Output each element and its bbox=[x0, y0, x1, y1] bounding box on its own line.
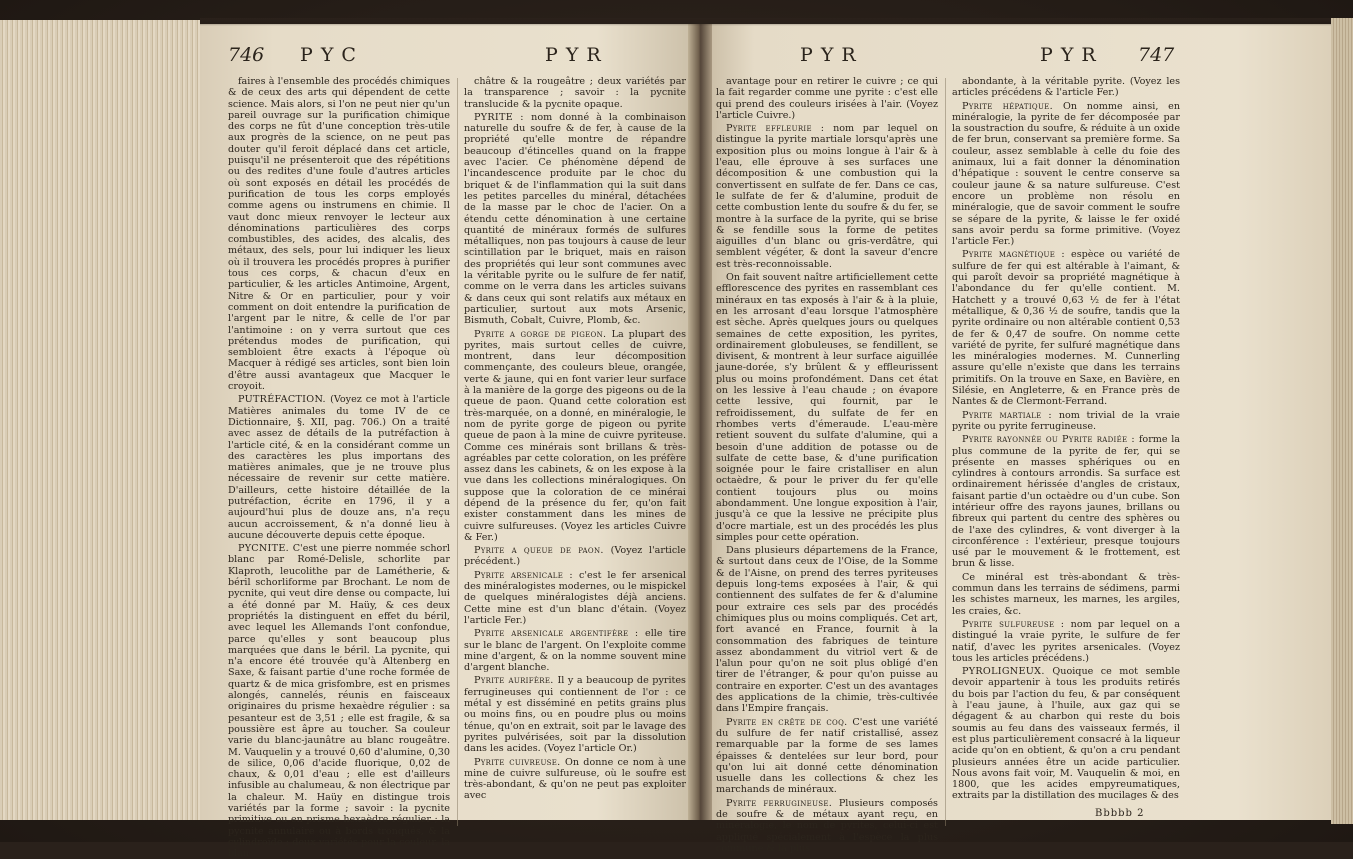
top-shadow bbox=[200, 18, 1331, 26]
entry-headword: Pyrite rayonnée ou Pyrite radiée : bbox=[962, 434, 1139, 446]
entry-text: On fait souvent naître artificiellement cette efflorescence des pyrites en rassemblant ces minéraux en tas exposés à l'air & à la pluie, en les arrosant d'eau lorsque l'atmosphère est sèche. Après quelques jours ou quelques semaines de cette exposition, les pyrites, ordinairement globuleuses, se fendillent, se divisent, & montrent à leur surface aiguillée jaune-dorée, s'y brûlent & y effleurissent plus ou moins profondément. Dans cet état on les lessive à l'eau chaude ; on évapore cette lessive, qui fournit, par le refroidissement, du sulfate de fer en rhombes verts d'émeraude. L'eau-mère retient souvent du sulfate d'alumine, qui a besoin d'une addition de potasse ou de sulfate de cette base, & d'une purification soignée pour le faire cristalliser en alun octaèdre, & pour le priver du fer qu'elle contient toujours plus ou moins abondamment. Une longue exposition à l'air, jusqu'à ce que la lessive ne précipite plus d'ocre martiale, est un des procédés les plus simples pour cette opération. bbox=[716, 272, 938, 543]
paragraph bbox=[952, 434, 1180, 570]
entry-text: abondante, à la véritable pyrite. (Voyez les articles précédens & l'article Fer.) bbox=[952, 76, 1180, 99]
entry-text: faires à l'ensemble des procédés chimiques & de ceux des arts qui dépendent de cette science. Mais alors, si l'on ne peut nier qu'un pareil ouvrage sur la purification chimique des corps ne fût d'une conception très-utile aux progrès de la science, on ne peut pas douter qu'il feroit déplacé dans cet article, puisqu'il ne présenteroit que des répétitions ou des redites d'une foule d'autres articles où sont exposés en détail les procédés de purification de tous les corps employés comme agens ou instrumens en chimie. Il vaut donc mieux renvoyer le lecteur aux dénominations particulières des corps combustibles, des acides, des alcalis, des métaux, des sels, pour lui indiquer les lieux où il trouvera les procédés propres à purifier tous ces corps, & chacun d'eux en particulier, & les articles Antimoine, Argent, Nitre & Or en particulier, pour y voir comment on doit entendre la purification de l'argent par le nitre, & celle de l'or par l'antimoine : on y verra surtout que ces prétendus modes de purification, qui sembloient être exacts à l'époque où Macquer à rédigé ses articles, sont bien loin d'être aussi avantageux que Macquer le croyoit. bbox=[228, 76, 450, 393]
entry-headword: Pyrite arsenicale : bbox=[474, 569, 580, 581]
entry-text: forme la plus commune de la pyrite de fer, qui se présente en masses sphériques ou en cylindres à contours arrondis. Sa surface est ordinairement hérissée d'angles de cristaux, faisant partie d'un octaèdre ou d'un cube. Son intérieur offre des rayons jaunes, brillans ou fibreux qui partent du centre des sphères ou de l'axe des cylindres, & vont diverger à la circonférence : l'extérieur, presque toujours usé par le mouvement & le frottement, est brun & lisse. bbox=[952, 434, 1181, 570]
entry-headword: PUTRÉFACTION. bbox=[238, 394, 331, 406]
signature-mark: Bbbbb 2 bbox=[1095, 808, 1145, 819]
entry-text: On donne ce nom à une mine de cuivre sulfureuse, où le soufre est très-abondant, & qu'on ne peut pas exploiter avec bbox=[464, 756, 686, 802]
entry-headword: Pyrite cuivreuse. bbox=[474, 756, 566, 768]
entry-text: avantage pour en retirer le cuivre ; ce qui la fait regarder comme une pyrite : c'est elle qui prend des couleurs irisées à l'air. (Voyez l'article Cuivre.) bbox=[716, 76, 938, 121]
entry-headword: Pyrite en crête de coq. bbox=[726, 716, 853, 728]
entry-text: Plusieurs composés de soufre & de métaux ayant reçu, en minéralogie, le nom de pyrites, celui-ci est appliqué spécialement à l'espèce la plus commune & la plus bbox=[716, 797, 938, 854]
text-column-4 bbox=[952, 76, 1180, 828]
entry-text: Dans plusieurs départemens de la France, & surtout dans ceux de l'Oise, de la Somme & de l'Aisne, on prend des terres pyriteuses depuis long-tems exposées à l'air, & qui contiennent des sulfates de fer & d'alumine pour extraire ces sels par des procédés chimiques plus ou moins compliqués. Cet art, fort avancé en France, fournit à la consommation des fabriques de teinture assez abondamment du vitriol vert & de l'alun pour qu'on ne soit plus obligé d'en tirer de l'étranger, & pour qu'on puisse au contraire en exporter. C'est un des avantages des applications de la chimie, très-cultivée dans l'Empire français. bbox=[716, 545, 938, 715]
entry-text: Il y a beaucoup de pyrites ferrugineuses qui contiennent de l'or : ce métal y est disséminé en petits grains plus ou moins fins, ou en poudre plus ou moins ténue, qu'on en extrait, soit par le lavage des pyrites pulvérisées, soit par la dissolution dans les acides. (Voyez l'article Or.) bbox=[464, 675, 686, 755]
entry-headword: Pyrite sulfureuse : bbox=[962, 618, 1071, 630]
entry-text: elle tire sur le blanc de l'argent. On l'exploite comme mine d'argent, & on la nomme souvent mine d'argent blanche. bbox=[464, 628, 686, 674]
entry-text: espèce ou variété de sulfure de fer qui est altérable à l'aimant, & qui paroît devoir sa propriété magnétique à l'abondance du fer qu'elle contient. M. Hatchett y a trouvé 0,63 ½ de fer à l'état métallique, & 0,36 ½ de soufre, tandis que la pyrite ordinaire ou non altérable contient 0,53 de fer & 0,47 de soufre. On nomme cette variété de pyrite, fer sulfuré magnétique dans les minéralogies modernes. M. Cunnerling assure qu'elle n'existe que dans les terrains primitifs. On la trouve en Saxe, en Bavière, en Silésie, en Angleterre, & en France près de Nantes & de Clermont-Ferrand. bbox=[952, 249, 1180, 408]
entry-headword: Pyrite arsenicale argentifère : bbox=[474, 628, 646, 640]
paragraph bbox=[228, 76, 450, 392]
paragraph bbox=[952, 572, 1180, 617]
paragraph bbox=[464, 329, 686, 544]
column-divider-left bbox=[457, 78, 458, 826]
entry-headword: Pyrite martiale : bbox=[962, 409, 1059, 421]
paragraph bbox=[716, 545, 938, 714]
entry-headword: PYRITE : bbox=[474, 111, 532, 123]
paragraph bbox=[716, 76, 938, 121]
running-head-left-2: P Y R bbox=[545, 44, 602, 66]
entry-headword: PYROLIGNEUX. bbox=[962, 666, 1053, 678]
entry-headword: PYCNITE. bbox=[238, 543, 293, 555]
paragraph bbox=[464, 570, 686, 626]
entry-text: c'est le fer arsenical des minéralogistes modernes, ou le mispickel de quelques minéralogistes déjà anciens. Cette mine est d'un blanc d'étain. (Voyez l'article Fer.) bbox=[464, 569, 686, 626]
entry-headword: Pyrite magnétique : bbox=[962, 249, 1072, 261]
paragraph bbox=[464, 675, 686, 754]
paragraph bbox=[464, 76, 686, 110]
entry-text: C'est une pierre nommée schorl blanc par Romé-Delisle, schorlite par Klaproth, leucolithe par de Lamétherie, & béril schorliforme par Brochant. Le nom de pycnite, qui veut dire dense ou compacte, lui a été donné par M. Haüy, & ces deux propriétés la distinguent en effet du béril, avec lequel les Allemands l'ont confondue, parce qu'elles y sont beaucoup plus marquées que dans le béril. La pycnite, qui n'a encore été trouvée qu'à Altenberg en Saxe, & faisant partie d'une roche formée de quartz & de mica grisfombre, est en prismes alongés, cannelés, réunis en faisceaux originaires du prisme hexaèdre régulier : sa pesanteur est de 3,51 ; elle est fragile, & sa poussière est âpre au toucher. Sa couleur varie du blanc-jaunâtre au blanc rougeâtre. M. Vauquelin y a trouvé 0,60 d'alumine, 0,30 de silice, 0,06 d'acide fluorique, 0,02 de chaux, & 0,01 d'eau ; elle est d'ailleurs infusible au chalumeau, & non électrique par la chaleur. M. Haüy en distingue trois variétés par la forme ; savoir : la pycnite primitive ou en prisme hexaèdre régulier ; la pycnite annulaire ou à bords tronqués, & la cylindroïde ; deux variétés pour la couleur, la blan- bbox=[228, 543, 450, 859]
paragraph bbox=[464, 628, 686, 673]
entry-text: nom par lequel on distingue la pyrite martiale lorsqu'après une exposition plus ou moins longue à l'air & à l'eau, elle éprouve à ses surfaces une décomposition & une combustion qui la convertissent en sulfate de fer. Dans ce cas, le sulfate de fer & d'alumine, produit de cette combustion lente du soufre & du fer, se montre à la surface de la pyrite, qui se brise & se fendille sous la forme de petites aiguilles d'un blanc ou gris-verdâtre, qui semblent végéter, & dont la saveur d'encre est très-reconnoissable. bbox=[716, 123, 938, 270]
entry-headword: Pyrite efflеurie : bbox=[726, 123, 834, 135]
paragraph bbox=[952, 76, 1180, 99]
entry-text: On nomme ainsi, en minéralogie, la pyrite de fer décomposée par la soustraction du soufre, & réduite à un oxide de fer brun, conservant sa première forme. Sa couleur, assez semblable à celle du foie des animaux, lui a fait donner la dénomination d'hépatique : souvent le centre conserve sa couleur jaune & sa nature sulfureuse. C'est encore un problème non résolu en minéralogie, que de savoir comment le soufre se sépare de la pyrite, & laisse le fer oxidé sans avoir perdu sa forme primitive. (Voyez l'article Fer.) bbox=[952, 100, 1181, 248]
paragraph bbox=[464, 757, 686, 802]
paragraph bbox=[464, 112, 686, 327]
entry-text: châtre & la rougeâtre ; deux variétés par la transparence ; savoir : la pycnite translucide & la pycnite opaque. bbox=[464, 76, 686, 110]
column-divider-right bbox=[945, 78, 946, 826]
entry-text: nom par lequel on a distingué la vraie pyrite, le sulfure de fer natif, d'avec les pyrites arsenicales. (Voyez tous les articles précédens.) bbox=[952, 618, 1180, 664]
paragraph bbox=[716, 272, 938, 543]
entry-headword: Pyrite hépatique. bbox=[962, 100, 1063, 112]
text-column-3 bbox=[716, 76, 938, 854]
entry-text: (Voyez l'article précédent.) bbox=[464, 545, 686, 568]
entry-text: (Voyez ce mot à l'article Matières animales du tome IV de ce Dictionnaire, §. XII, pag. 706.) On a traité avec assez de détails de la putréfaction à l'article cité, & en la considérant comme un des caractères les plus importans des matières animales, que je ne trouve plus nécessaire de revenir sur cette matière. D'ailleurs, cette histoire détaillée de la putréfaction, écrite en 1796, il y a aujourd'hui plus de douze ans, n'a reçu aucun accroissement, & n'a donné lieu à aucune découverte depuis cette époque. bbox=[228, 394, 450, 541]
running-head-right-1: P Y R bbox=[800, 44, 857, 66]
paragraph bbox=[464, 545, 686, 568]
paragraph bbox=[952, 619, 1180, 664]
text-column-2 bbox=[464, 76, 686, 828]
page-edges-right bbox=[1331, 18, 1353, 824]
paragraph bbox=[952, 101, 1180, 248]
entry-headword: Pyrite a queue de paon. bbox=[474, 545, 611, 557]
entry-text: La plupart des pyrites, mais surtout celles de cuivre, montrent, dans leur décomposition commençante, des couleurs bleue, orangée, verte & jaune, qui en font varier leur surface à la manière de la gorge des pigeons ou de la queue de paon. Quand cette coloration est très-marquée, on a donné, en minéralogie, le nom de pyrite gorge de pigeon ou pyrite queue de paon à la mine de cuivre pyriteuse. Comme ces minérais sont brillans & très-agréables par cette coloration, on les préfère assez dans les cabinets, & on les expose à la vue dans les collections minéralogiques. On suppose que la coloration de ce minérai dépend de la présence du fer, qu'on fait exister constamment dans les mines de cuivre sulfureuses. (Voyez les articles Cuivre & Fer.) bbox=[464, 328, 687, 543]
entry-headword: Pyrite a gorge de pigeon. bbox=[474, 328, 612, 340]
entry-headword: Pyrite aurifère. bbox=[474, 675, 558, 687]
page-number-left: 746 bbox=[228, 44, 265, 66]
text-column-1 bbox=[228, 76, 450, 859]
page-number-right: 747 bbox=[1138, 44, 1175, 66]
entry-headword: Pyrite ferrugineuse. bbox=[726, 797, 839, 809]
paragraph bbox=[716, 798, 938, 854]
paragraph bbox=[716, 123, 938, 270]
paragraph bbox=[952, 410, 1180, 433]
paragraph bbox=[228, 543, 450, 859]
entry-text: nom trivial de la vraie pyrite ou pyrite ferrugineuse. bbox=[952, 409, 1180, 432]
running-head-right-2: P Y R bbox=[1040, 44, 1097, 66]
entry-text: C'est une variété du sulfure de fer natif cristallisé, assez remarquable par la forme de ses lames épaisses & dentelées sur leur bord, pour qu'on lui ait donné cette dénomination usuelle dans les collections & chez les marchands de minéraux. bbox=[716, 716, 938, 796]
running-head-left-1: P Y C bbox=[300, 44, 357, 66]
paragraph bbox=[952, 249, 1180, 407]
entry-text: Quoique ce mot semble devoir appartenir à tous les produits retirés du bois par l'action du feu, & par conséquent à l'eau jaune, à l'huile, aux gaz qui se dégagent & au charbon qui reste du bois soumis au feu dans des vaisseaux fermés, il est plus particulièrement consacré à la liqueur acide qu'on en obtient, & qu'on a cru pendant plusieurs années être un acide particulier. Nous avons fait voir, M. Vauquelin & moi, en 1800, que les acides empyreumatiques, extraits par la distillation des mucilages & des bbox=[952, 666, 1181, 802]
entry-text: nom donné à la combinaison naturelle du soufre & de fer, à cause de la propriété qu'elle montre de répandre beaucoup d'étincelles quand on la frappe avec l'acier. Ce phénomène dépend de l'incandescence produite par le choc du briquet & de l'inflammation qui la suit dans les petites parcelles du minéral, détachées de la masse par le choc de l'acier. On a étendu cette dénomination à une certaine quantité de minéraux formés de sulfures métalliques, non pas toujours à cause de leur scintillation par le briquet, mais en raison des propriétés qui leur sont communes avec la véritable pyrite ou le sulfure de fer natif, comme on le verra dans les articles suivans & dans ceux qui sont relatifs aux métaux en particulier, surtout aux mots Arsenic, Bismuth, Cobalt, Cuivre, Plomb, &c. bbox=[464, 111, 686, 327]
paragraph bbox=[716, 717, 938, 796]
page-edges-left bbox=[0, 20, 200, 820]
book-gutter bbox=[688, 24, 712, 820]
entry-text: Ce minéral est très-abondant & très-commun dans les terrains de sédimens, parmi les schistes marneux, les marnes, les argiles, les craies, &c. bbox=[952, 571, 1180, 617]
paragraph bbox=[228, 394, 450, 541]
paragraph bbox=[952, 666, 1180, 802]
